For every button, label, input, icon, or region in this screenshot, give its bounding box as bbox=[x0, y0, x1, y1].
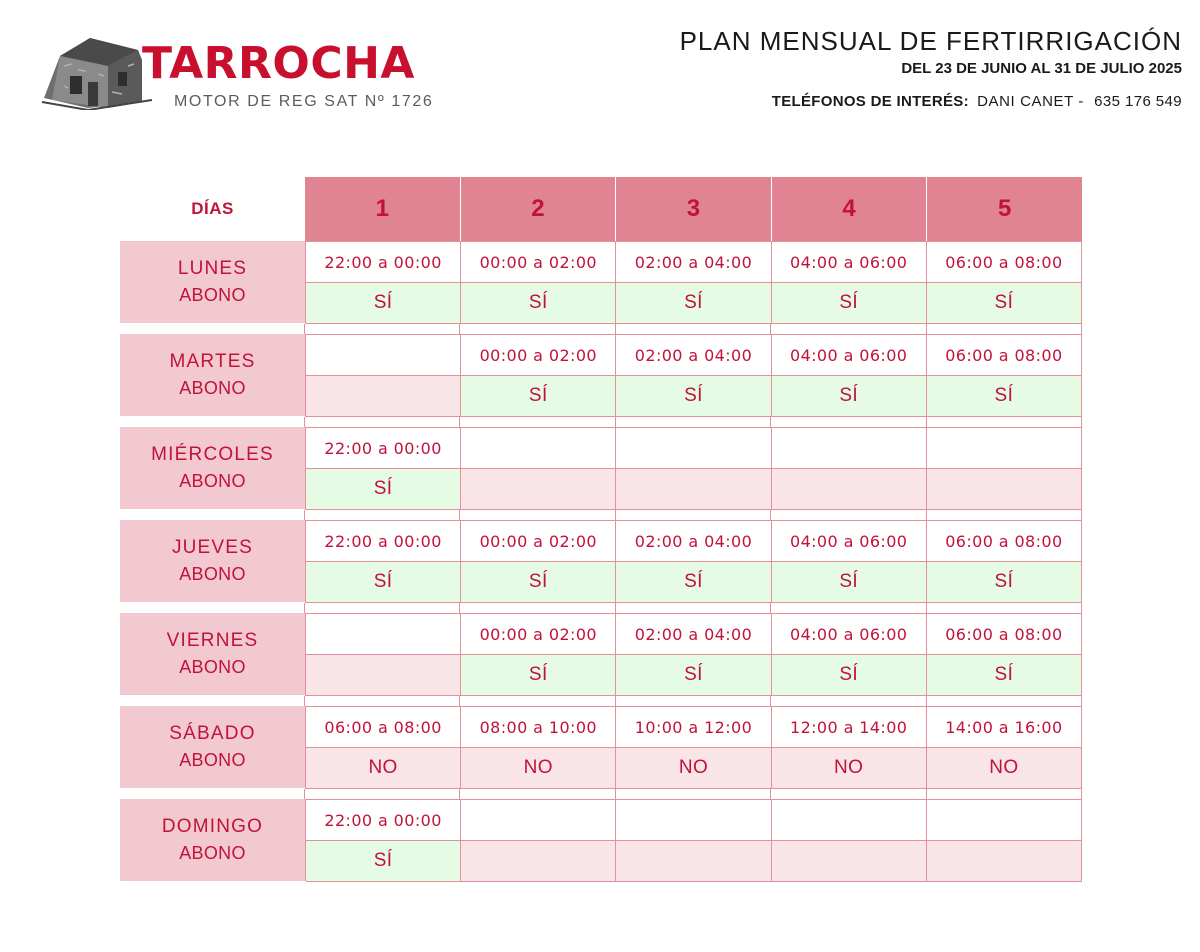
time-slot-cell: 02:00 a 04:00 bbox=[616, 242, 771, 283]
time-slot-cell: 04:00 a 06:00 bbox=[772, 242, 927, 283]
time-slot-cell: 04:00 a 06:00 bbox=[772, 614, 927, 655]
day-grid-6 bbox=[305, 706, 1082, 788]
day-grid-4 bbox=[305, 520, 1082, 602]
days-header: DÍAS bbox=[191, 199, 234, 218]
fertilizer-cell: SÍ bbox=[927, 562, 1082, 603]
time-slot-cell: 10:00 a 12:00 bbox=[616, 707, 771, 748]
fertilizer-cell: SÍ bbox=[927, 655, 1082, 696]
brand-name: TARROCHA bbox=[142, 38, 415, 89]
day-name: SÁBADO bbox=[169, 723, 256, 744]
time-slot-cell: 22:00 a 00:00 bbox=[306, 521, 461, 562]
day-grid-1 bbox=[305, 241, 1082, 323]
day-grid-7 bbox=[305, 799, 1082, 881]
time-slot-cell: 02:00 a 04:00 bbox=[616, 521, 771, 562]
sector-header-5: 5 bbox=[926, 177, 1082, 241]
empty-slot-cell bbox=[461, 800, 616, 841]
day-subtitle: ABONO bbox=[179, 378, 246, 398]
time-slot-cell: 06:00 a 08:00 bbox=[306, 707, 461, 748]
time-slot-cell: 14:00 a 16:00 bbox=[927, 707, 1082, 748]
day-name: LUNES bbox=[177, 258, 248, 279]
empty-slot-cell bbox=[616, 800, 771, 841]
day-label-7 bbox=[120, 799, 305, 881]
time-slot-cell: 06:00 a 08:00 bbox=[927, 521, 1082, 562]
day-label-4 bbox=[120, 520, 305, 602]
empty-slot-cell bbox=[927, 428, 1082, 469]
phone-info bbox=[772, 93, 1182, 110]
time-slot-cell: 06:00 a 08:00 bbox=[927, 242, 1082, 283]
day-name: JUEVES bbox=[171, 537, 254, 558]
fertilizer-cell: SÍ bbox=[461, 655, 616, 696]
empty-slot-cell bbox=[927, 800, 1082, 841]
contact-phone[interactable]: 635 176 549 bbox=[1094, 93, 1182, 110]
day-subtitle: ABONO bbox=[179, 564, 246, 584]
day-name: MIÉRCOLES bbox=[151, 444, 274, 465]
empty-fertilizer-cell bbox=[772, 469, 927, 510]
phones-label: TELÉFONOS DE INTERÉS: bbox=[771, 93, 969, 110]
day-grid-3 bbox=[305, 427, 1082, 509]
fertilizer-cell: SÍ bbox=[772, 376, 927, 417]
empty-fertilizer-cell bbox=[927, 841, 1082, 882]
empty-slot-cell bbox=[306, 335, 461, 376]
day-subtitle: ABONO bbox=[179, 750, 246, 770]
day-subtitle: ABONO bbox=[179, 471, 246, 491]
fertilizer-cell: SÍ bbox=[772, 283, 927, 324]
fertilizer-cell: SÍ bbox=[616, 562, 771, 603]
empty-slot-cell bbox=[306, 614, 461, 655]
empty-fertilizer-cell bbox=[306, 376, 461, 417]
fertilizer-cell: NO bbox=[616, 748, 771, 789]
fertilizer-cell: SÍ bbox=[461, 562, 616, 603]
document-period: DEL 23 DE JUNIO AL 31 DE JULIO 2025 bbox=[901, 60, 1182, 77]
time-slot-cell: 08:00 a 10:00 bbox=[461, 707, 616, 748]
document-title: PLAN MENSUAL DE FERTIRRIGACIÓN bbox=[679, 26, 1182, 56]
time-slot-cell: 00:00 a 02:00 bbox=[461, 521, 616, 562]
empty-slot-cell bbox=[461, 428, 616, 469]
empty-slot-cell bbox=[616, 428, 771, 469]
day-grid-2 bbox=[305, 334, 1082, 416]
empty-slot-cell bbox=[772, 428, 927, 469]
fertilizer-cell: NO bbox=[461, 748, 616, 789]
time-slot-cell: 02:00 a 04:00 bbox=[616, 614, 771, 655]
sector-header-1: 1 bbox=[305, 177, 460, 241]
fertilizer-cell: SÍ bbox=[306, 841, 461, 882]
fertilizer-cell: SÍ bbox=[772, 562, 927, 603]
time-slot-cell: 04:00 a 06:00 bbox=[772, 521, 927, 562]
day-label-3 bbox=[120, 427, 305, 509]
time-slot-cell: 12:00 a 14:00 bbox=[772, 707, 927, 748]
fertilizer-cell: SÍ bbox=[306, 469, 461, 510]
fertilizer-cell: SÍ bbox=[616, 655, 771, 696]
fertilizer-cell: SÍ bbox=[461, 283, 616, 324]
fertilizer-cell: SÍ bbox=[306, 562, 461, 603]
empty-fertilizer-cell bbox=[616, 469, 771, 510]
fertilizer-cell: SÍ bbox=[927, 376, 1082, 417]
empty-fertilizer-cell bbox=[927, 469, 1082, 510]
fertilizer-cell: SÍ bbox=[927, 283, 1082, 324]
contact-name: DANI CANET - bbox=[977, 93, 1084, 110]
brand-subtitle: MOTOR DE REG SAT Nº 1726 bbox=[174, 93, 434, 110]
time-slot-cell: 06:00 a 08:00 bbox=[927, 614, 1082, 655]
fertilizer-cell: SÍ bbox=[616, 283, 771, 324]
day-label-6 bbox=[120, 706, 305, 788]
day-grid-5 bbox=[305, 613, 1082, 695]
day-subtitle: ABONO bbox=[179, 285, 246, 305]
time-slot-cell: 00:00 a 02:00 bbox=[461, 614, 616, 655]
time-slot-cell: 02:00 a 04:00 bbox=[616, 335, 771, 376]
sector-header-row bbox=[305, 177, 1082, 241]
fertilizer-cell: SÍ bbox=[772, 655, 927, 696]
sector-header-3: 3 bbox=[615, 177, 771, 241]
time-slot-cell: 06:00 a 08:00 bbox=[927, 335, 1082, 376]
day-label-2 bbox=[120, 334, 305, 416]
day-label-5 bbox=[120, 613, 305, 695]
time-slot-cell: 00:00 a 02:00 bbox=[461, 242, 616, 283]
time-slot-cell: 22:00 a 00:00 bbox=[306, 800, 461, 841]
fertilizer-cell: SÍ bbox=[461, 376, 616, 417]
empty-fertilizer-cell bbox=[772, 841, 927, 882]
day-name: VIERNES bbox=[166, 630, 259, 651]
empty-fertilizer-cell bbox=[306, 655, 461, 696]
time-slot-cell: 00:00 a 02:00 bbox=[461, 335, 616, 376]
day-subtitle: ABONO bbox=[179, 657, 246, 677]
day-label-1 bbox=[120, 241, 305, 323]
sector-header-2: 2 bbox=[460, 177, 616, 241]
fertilizer-cell: NO bbox=[927, 748, 1082, 789]
sector-header-4: 4 bbox=[771, 177, 927, 241]
fertilizer-cell: NO bbox=[306, 748, 461, 789]
day-name: MARTES bbox=[169, 351, 256, 372]
empty-slot-cell bbox=[772, 800, 927, 841]
fertilizer-cell: SÍ bbox=[616, 376, 771, 417]
empty-fertilizer-cell bbox=[461, 841, 616, 882]
day-subtitle: ABONO bbox=[179, 843, 246, 863]
time-slot-cell: 22:00 a 00:00 bbox=[306, 428, 461, 469]
day-name: DOMINGO bbox=[161, 816, 264, 837]
time-slot-cell: 04:00 a 06:00 bbox=[772, 335, 927, 376]
empty-fertilizer-cell bbox=[616, 841, 771, 882]
fertilizer-cell: NO bbox=[772, 748, 927, 789]
brand-logo bbox=[42, 36, 434, 114]
time-slot-cell: 22:00 a 00:00 bbox=[306, 242, 461, 283]
fertilizer-cell: SÍ bbox=[306, 283, 461, 324]
empty-fertilizer-cell bbox=[461, 469, 616, 510]
